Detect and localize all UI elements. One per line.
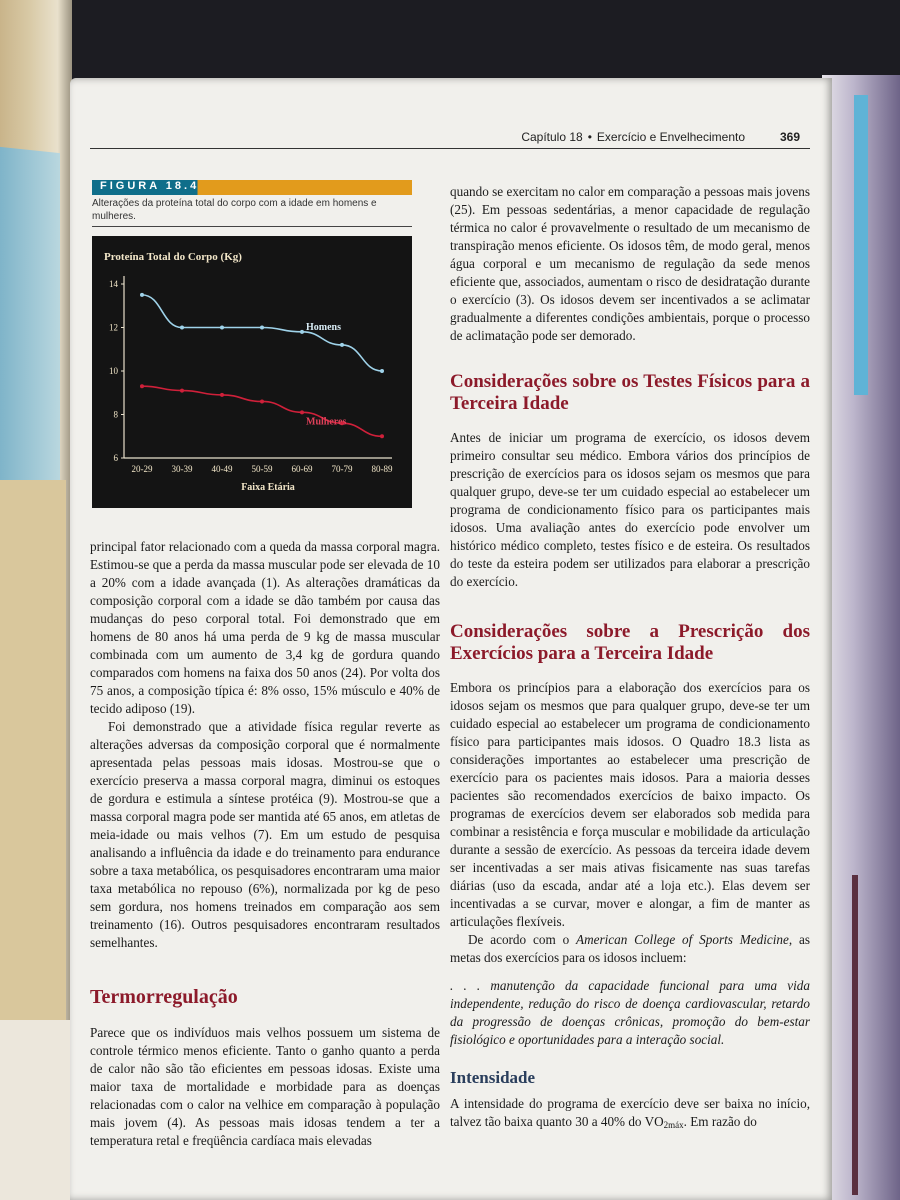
adjacent-left-page (0, 0, 72, 1200)
data-point (260, 326, 264, 330)
heading-thermoregulation: Termorregulação (90, 986, 238, 1008)
heading-exercise-prescription: Considerações sobre a Prescrição dos Exercícios para a Terceira Idade (450, 621, 810, 664)
figure-caption: Alterações da proteína total do corpo com a idade em homens e mulheres. (92, 198, 377, 222)
series-label: Homens (306, 321, 341, 333)
series-line-1 (142, 386, 382, 436)
data-point (340, 343, 344, 347)
header-bullet: • (587, 130, 592, 144)
paragraph-body-composition: principal fator relacionado com a queda da massa corporal magra. Estimou-se que a perda da massa muscular pode ser elevada de 10 a 20% com a idade avançada (1). As alterações dramáticas da composição corporal com a idade se dão também por causa das mudanças do peso corporal total. Foi demonstrado que em homens de 80 anos há uma perda de 9 kg de massa muscular combinada com um aumento de 3,4 kg de gordura quando comparados com homens na faixa dos 50 anos (24). Por volta dos 75 anos, a composição típica é: 8% osso, 15% músculo e 40% de tecido adiposo (19). (90, 539, 440, 716)
left-text-column (90, 538, 440, 1150)
left-page-tan-band (0, 480, 66, 1020)
data-point (300, 410, 304, 414)
x-tick-label: 40-49 (211, 464, 233, 474)
paragraph-intensity (450, 1095, 810, 1134)
data-point (220, 326, 224, 330)
paragraph-thermoregulation: Parece que os indivíduos mais velhos possuem um sistema de controle térmico menos eficiente. Tanto o ganho quanto a perda de calor não são tão eficientes em pessoas idosas. Existe uma maior taxa de mortalidade e morbidade para as doenças relacionadas com o calor na velhice em comparação à população mais jovem (4). As pessoas mais idosas tendem a ter a temperatura retal e freqüência cardíaca mais elevadas (90, 1025, 440, 1148)
series-label: Mulheres (306, 416, 347, 428)
protein-chart (92, 236, 412, 508)
acsm-intro-text: De acordo com o (468, 932, 577, 947)
data-point (260, 399, 264, 403)
paragraph-physical-tests: Antes de iniciar um programa de exercício, os idosos devem primeiro consultar seu médico. Embora vários dos princípios de prescrição de exercícios para os idosos sejam os mesmos que para qualquer grupo, deve-se ter um cuidado especial ao estabelecer um programa de condicionamento físico para os participantes mais idosos. Uma avaliação antes do exercício pode envolver um histórico médico completo, testes físico e de esteira. Os resultados do teste da esteira podem ser utilizados para elaborar a prescrição do exercício. (450, 430, 810, 589)
chapter-number: Capítulo 18 (521, 130, 583, 144)
paragraph-acsm (450, 931, 810, 967)
paragraph-exercise-prescription: Embora os princípios para a elaboração dos exercícios para os idosos sejam os mesmos que para qualquer grupo, deve-se ter um cuidado especial ao estabelecer um programa de condicionamento físico para participantes mais idosos. O Quadro 18.3 lista as considerações importantes ao estabelecer uma prescrição de exercício para os pacientes mais idosos. Para a maioria desses pacientes são recomendados exercícios de baixo impacto. Os programas de exercícios devem ser elaborados sob medida para combinar a resistência e força muscular e mobilidade da articulação durante a sessão de exercício. As pessoas da terceira idade devem ser incentivadas a ser mais ativas fisicamente nas suas tarefas diárias (uso da escada, andar até a loja etc.). Elas devem ser incentivadas a se curvar, mover e alongar, a fim de manter as articulações flexíveis. (450, 680, 810, 929)
x-tick-label: 60-69 (291, 464, 313, 474)
data-point (140, 384, 144, 388)
left-page-blue-band (0, 147, 60, 513)
data-point (300, 330, 304, 334)
x-tick-label: 70-79 (331, 464, 353, 474)
page-number: 369 (779, 130, 800, 144)
acsm-name: American College of Sports Medicine (576, 932, 789, 947)
chart-svg (92, 236, 412, 508)
y-tick-label: 14 (109, 279, 118, 289)
y-tick-label: 6 (113, 453, 118, 463)
data-point (220, 393, 224, 397)
acsm-quote: . . . manutenção da capacidade funcional para uma vida independente, redução do risco de doença cardiovascular, retardo da progressão de doenças crônicas, promoção do bem-estar fisiológico e oportunidades para a interação social. (450, 978, 810, 1047)
data-point (180, 326, 184, 330)
series-line-0 (142, 295, 382, 371)
x-tick-label: 80-89 (371, 464, 393, 474)
data-point (380, 369, 384, 373)
book-page-edges (822, 75, 900, 1200)
heading-physical-tests: Considerações sobre os Testes Físicos para a Terceira Idade (450, 371, 810, 414)
y-tick-label: 12 (109, 322, 118, 333)
intensity-text-end: . Em razão do (683, 1114, 757, 1129)
paragraph-heat-continuation: quando se exercitam no calor em comparação a pessoas mais jovens (25). Em pessoas sedentárias, a menor capacidade de regulação térmica no calor é provavelmente o resultado de um mecanismo de transpiração menos eficiente. Os idosos têm, de modo geral, menos água corporal e um mecanismo de regulação da sede menos eficiente que, associados, aumentam o risco de desidratação durante o exercício (3). Os idosos devem ser incentivados a se aclimatar gradualmente a diferentes condições ambientais, porque o processo de aclimatação pode ser demorado. (450, 184, 810, 343)
chapter-title: Exercício e Envelhecimento (596, 130, 745, 144)
book-page (70, 78, 832, 1200)
vo2max-subscript: 2máx (663, 1120, 684, 1130)
x-axis-label: Faixa Etária (241, 482, 295, 493)
acsm-intro-end: , as metas dos exercícios para os idosos incluem: (450, 932, 810, 965)
x-tick-label: 30-39 (171, 464, 193, 474)
y-tick-label: 10 (109, 366, 118, 376)
data-point (140, 293, 144, 297)
data-point (380, 434, 384, 438)
paragraph-physical-activity: Foi demonstrado que a atividade física regular reverte as alterações adversas da composição corporal que é normalmente apresentada pelas pessoas mais idosas. Mostrou-se que o exercício preserva a massa corporal magra, diminui os estoques de gordura e estimula a síntese protéica (9). Mostrou-se que a massa corporal magra pode ser mantida até 65 anos, em atletas de meia-idade ou mais velhos (7). Em um estudo de pesquisa analisando a influência da idade e do treinamento para endurance sobre a taxa metabólica, os pesquisadores encontraram uma maior taxa metabólica no repouso (6%), normalizada por kg de peso sem gordura, nos homens treinados em comparação aos sem treinamento (16). Outros pesquisadores encontraram resultados semelhantes. (90, 719, 440, 950)
page-edge-dark-tab (852, 875, 858, 1195)
running-header (90, 126, 810, 149)
figure-divider (92, 226, 412, 227)
y-tick-label: 8 (113, 409, 118, 420)
left-page-lower-area (0, 1020, 72, 1200)
intensity-text: A intensidade do programa de exercício deve ser baixa no início, talvez tão baixa quanto 30 a 40% do VO (450, 1096, 810, 1129)
heading-intensity: Intensidade (450, 1068, 536, 1087)
right-text-column (450, 183, 810, 1134)
chapter-heading (521, 130, 745, 144)
x-tick-label: 50-59 (251, 464, 273, 474)
page-edge-blue-tab (854, 95, 868, 395)
figure-label: FIGURA 18.4 (100, 180, 200, 192)
data-point (180, 389, 184, 393)
x-tick-label: 20-29 (131, 464, 153, 474)
chart-title: Proteína Total do Corpo (Kg) (104, 251, 242, 263)
